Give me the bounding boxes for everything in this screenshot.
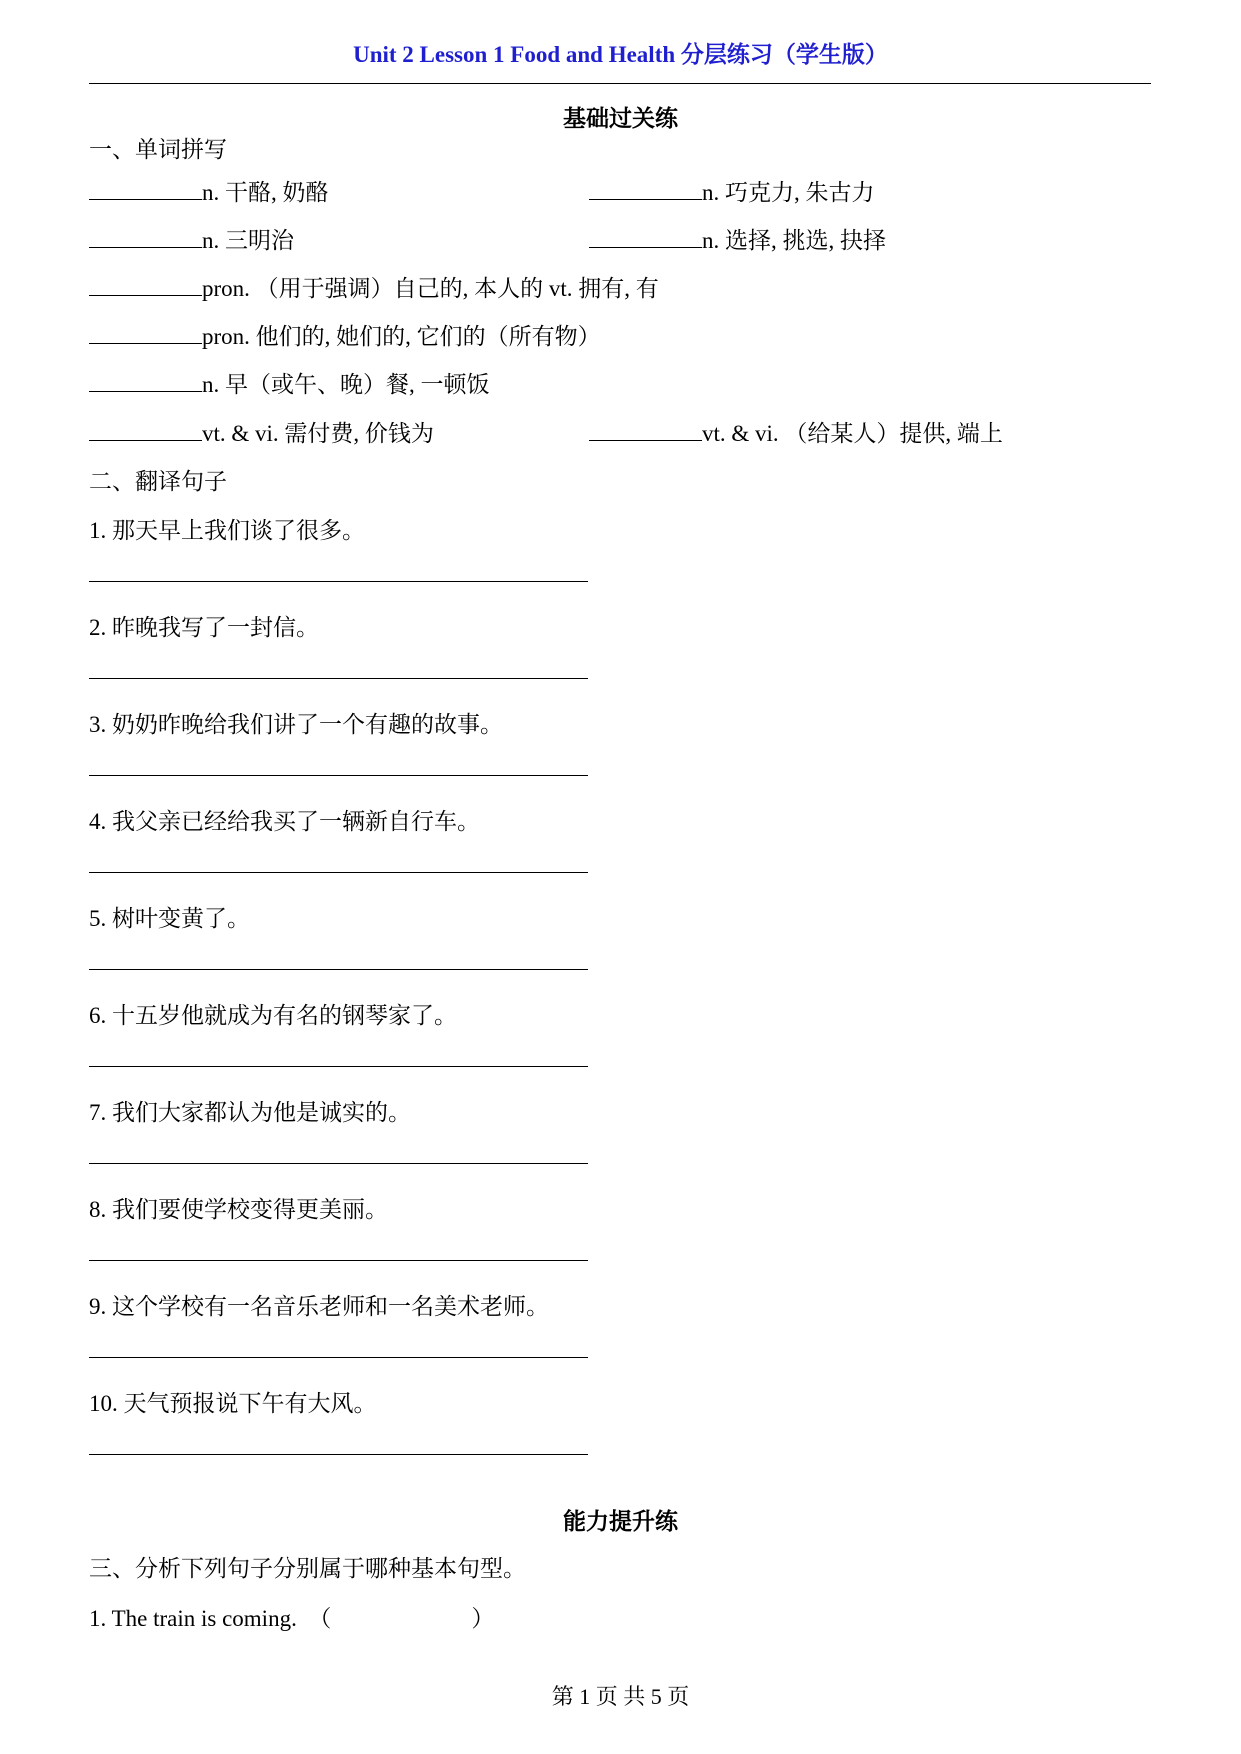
header-divider	[89, 83, 1151, 84]
translation-sentence: 7. 我们大家都认为他是诚实的。	[89, 1100, 411, 1125]
translation-sentence: 10. 天气预报说下午有大风。	[89, 1391, 377, 1416]
sentence-pattern-question: 1. The train is coming. （ ）	[89, 1606, 495, 1631]
translation-answer-line[interactable]	[89, 1357, 588, 1358]
part1-heading: 一、单词拼写	[89, 137, 227, 162]
answer-blank[interactable]	[589, 246, 702, 248]
answer-blank[interactable]	[589, 439, 702, 441]
translation-sentence: 3. 奶奶昨晚给我们讲了一个有趣的故事。	[89, 712, 503, 737]
spelling-item: n. 选择, 挑选, 抉择	[589, 222, 886, 255]
translation-answer-line[interactable]	[89, 581, 588, 582]
spelling-item: n. 巧克力, 朱古力	[589, 174, 875, 207]
page-footer: 第 1 页 共 5 页	[551, 1684, 690, 1709]
document-header-title: Unit 2 Lesson 1 Food and Health 分层练习（学生版）	[353, 42, 888, 67]
spelling-item: vt. & vi. （给某人）提供, 端上	[589, 415, 1003, 448]
translation-sentence: 9. 这个学校有一名音乐老师和一名美术老师。	[89, 1294, 549, 1319]
spelling-item: n. 早（或午、晚）餐, 一顿饭	[89, 366, 490, 399]
part2-heading: 二、翻译句子	[89, 469, 227, 494]
part3-heading: 三、分析下列句子分别属于哪种基本句型。	[89, 1556, 526, 1581]
section-title-basic: 基础过关练	[563, 106, 678, 131]
section-title-ability: 能力提升练	[563, 1509, 678, 1534]
translation-answer-line[interactable]	[89, 775, 588, 776]
spelling-item: n. 干酪, 奶酪	[89, 174, 329, 207]
answer-blank[interactable]	[589, 198, 702, 200]
translation-sentence: 4. 我父亲已经给我买了一辆新自行车。	[89, 809, 480, 834]
translation-answer-line[interactable]	[89, 1163, 588, 1164]
translation-answer-line[interactable]	[89, 1454, 588, 1455]
answer-blank[interactable]	[89, 294, 202, 296]
answer-blank[interactable]	[89, 390, 202, 392]
translation-answer-line[interactable]	[89, 969, 588, 970]
translation-sentence: 1. 那天早上我们谈了很多。	[89, 518, 365, 543]
translation-answer-line[interactable]	[89, 872, 588, 873]
spelling-item: n. 三明治	[89, 222, 294, 255]
spelling-item: pron. 他们的, 她们的, 它们的（所有物）	[89, 318, 601, 351]
spelling-item: vt. & vi. 需付费, 价钱为	[89, 415, 434, 448]
translation-answer-line[interactable]	[89, 1260, 588, 1261]
answer-blank[interactable]	[89, 198, 202, 200]
translation-sentence: 8. 我们要使学校变得更美丽。	[89, 1197, 388, 1222]
answer-blank[interactable]	[89, 342, 202, 344]
translation-sentence: 2. 昨晚我写了一封信。	[89, 615, 319, 640]
translation-sentence: 6. 十五岁他就成为有名的钢琴家了。	[89, 1003, 457, 1028]
translation-answer-line[interactable]	[89, 1066, 588, 1067]
answer-blank[interactable]	[89, 246, 202, 248]
answer-blank[interactable]	[89, 439, 202, 441]
translation-sentence: 5. 树叶变黄了。	[89, 906, 250, 931]
translation-answer-line[interactable]	[89, 678, 588, 679]
spelling-item: pron. （用于强调）自己的, 本人的 vt. 拥有, 有	[89, 270, 659, 303]
